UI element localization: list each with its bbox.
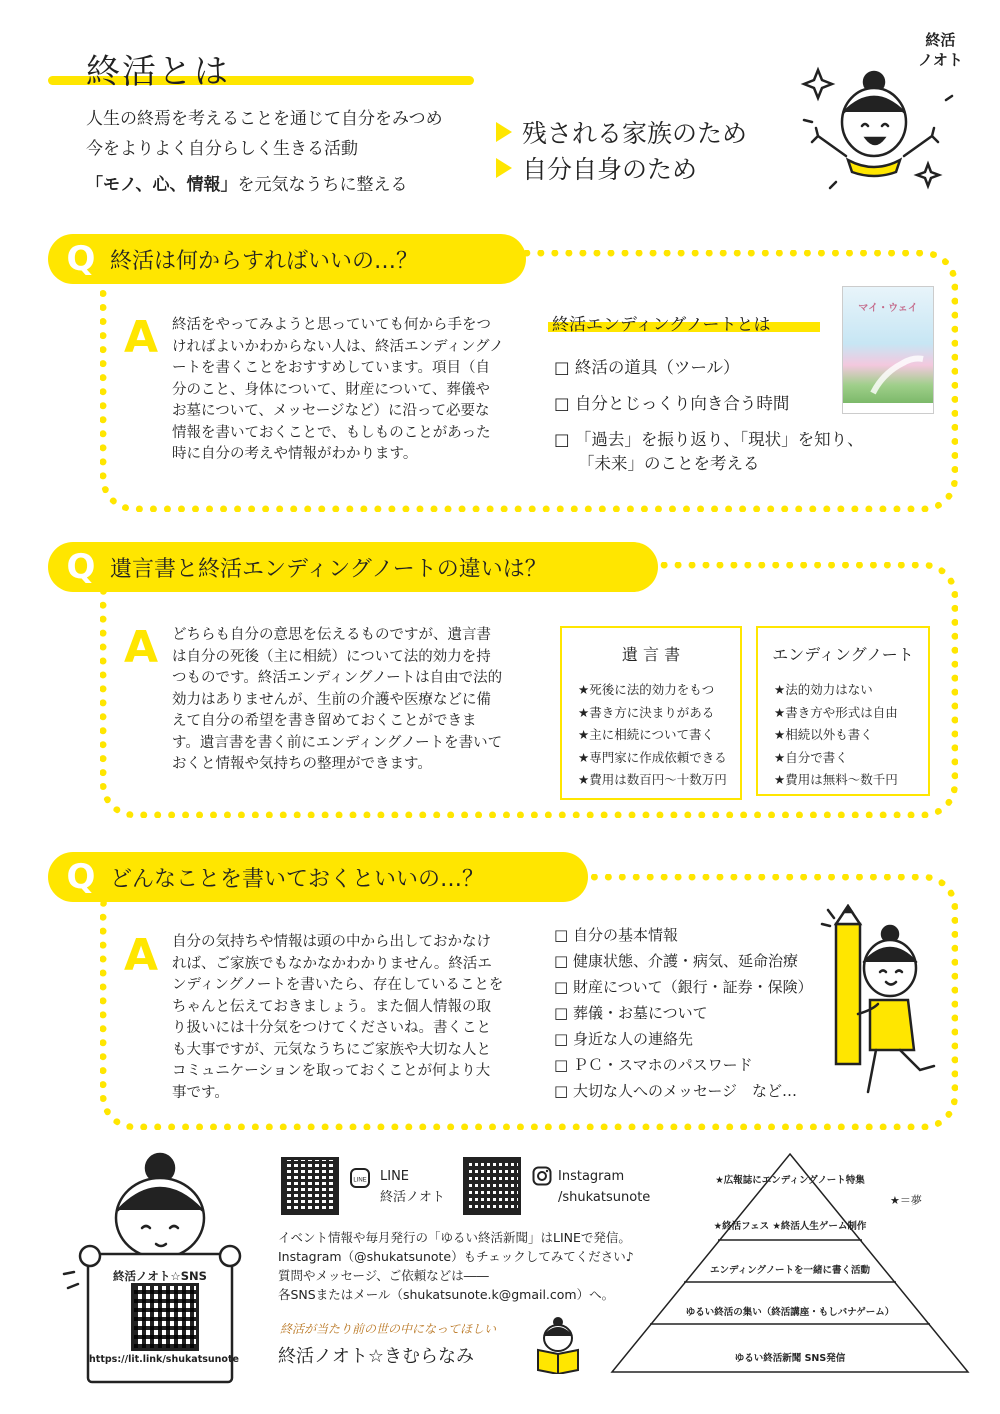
- pyramid-level-3: エンディングノートを一緒に書く活動: [709, 1265, 871, 1276]
- line-label: LINE 終活ノオト: [380, 1169, 445, 1205]
- ending-note-heading: 終活エンディングノートとは: [552, 315, 771, 335]
- sns-board-character-illustration: [60, 1146, 270, 1386]
- info-line: 質問やメッセージ、ご依頼などは――: [278, 1268, 489, 1283]
- note-item: ★法的効力はない: [774, 682, 873, 697]
- a-badge: A: [124, 930, 159, 981]
- triangle-icon: [496, 158, 512, 178]
- reading-character-illustration: [526, 1316, 590, 1374]
- note-item: ★相続以外も書く: [774, 727, 873, 742]
- will-item: ★死後に法的効力をもつ: [578, 682, 715, 697]
- pyramid-level-4: ★終活フェス ★終活人生ゲーム制作: [713, 1221, 867, 1232]
- instagram-icon: [532, 1166, 552, 1186]
- ending-note-comparison-box: [756, 626, 930, 796]
- cheering-character-illustration: [796, 60, 956, 200]
- answer-1-text: 終活をやってみようと思っていても何から手をつければよいかわからない人は、終活エンディングノートを書くことをおすすめしています。項目（自分のこと、身体について、財産について、葬儀やお墓について、メッセージなど）に沿って必要な情報を書いておくことで、もしものことがあった時に自分の考えや情報がわかります。: [172, 317, 504, 462]
- svg-text:LINE: LINE: [353, 1177, 367, 1184]
- instagram-qr-code[interactable]: [466, 1160, 518, 1212]
- question-pill-3: [48, 852, 588, 902]
- cover-path-illustration: [843, 307, 933, 407]
- will-item: ★書き方に決まりがある: [578, 704, 715, 720]
- checklist-item: □ 終活の道具（ツール）: [554, 358, 740, 377]
- tagline: [86, 170, 407, 195]
- ending-note-cover-image: [842, 286, 934, 414]
- purpose-self: 自分自身のため: [496, 150, 697, 186]
- checklist-item: □ 大切な人へのメッセージ など…: [554, 1082, 798, 1100]
- pyramid-level-2: ゆるい終活の集い（終活講座・もしバナゲーム）: [685, 1307, 895, 1318]
- question-pill-2: [48, 542, 658, 592]
- info-line: Instagram（@shukatsunote）もチェックしてみてください♪: [278, 1249, 634, 1264]
- info-line: イベント情報や毎月発行の「ゆるい終活新聞」はLINEで発信。: [278, 1230, 631, 1245]
- intro-line: 今をよりよく自分らしく生きる活動: [86, 139, 358, 159]
- pyramid-level-1: ゆるい終活新聞 SNS発信: [734, 1353, 846, 1364]
- will-item: ★専門家に作成依頼できる: [578, 749, 727, 765]
- checklist-item: 「未来」のことを考える: [578, 454, 760, 473]
- brand-logo: 終活 ノオト: [918, 31, 963, 69]
- note-box-title: エンディングノート: [772, 645, 914, 664]
- checklist-item: □ 葬儀・お墓について: [554, 1004, 708, 1022]
- purpose-family: 残される家族のため: [496, 114, 747, 150]
- question-2-text: 遺言書と終活エンディングノートの違いは？: [110, 556, 547, 582]
- question-1-text: 終活は何からすればいいの…？: [110, 248, 419, 274]
- pencil-character-illustration: [818, 904, 942, 1098]
- instagram-label: Instagram /shukatsunote: [558, 1169, 651, 1205]
- sns-link[interactable]: https://lit.link/shukatsunote: [89, 1354, 239, 1365]
- tagline-rest: を元気なうちに整える: [237, 175, 408, 195]
- wish-text: 終活が当たり前の世の中になってほしい: [280, 1322, 497, 1336]
- will-list: [578, 679, 740, 792]
- sns-board-title: 終活ノオト☆SNS: [113, 1269, 207, 1283]
- answer-2-text: どちらも自分の意思を伝えるものですが、遺言書は自分の死後（主に相続）について法的効力を持つものです。終活エンディングノートは自由で法的効力はありませんが、生前の介護や医療などに備えて自分の希望を書き留めておくことができます。遺言書を書く前にエンディングノートを書いておくと情報や気持ちの整理ができます。: [172, 627, 503, 772]
- question-3-text: どんなことを書いておくといいの…？: [110, 866, 485, 892]
- a-badge: A: [124, 312, 159, 363]
- info-line: 各SNSまたはメール（shukatsunote.k@gmail.com）へ。: [278, 1287, 615, 1302]
- checklist-item: □ 身近な人の連絡先: [554, 1030, 693, 1048]
- checklist-item: □ 健康状態、介護・病気、延命治療: [554, 952, 798, 970]
- a-badge: A: [124, 622, 159, 673]
- note-item: ★費用は無料〜数千円: [774, 772, 898, 787]
- checklist-item: □ 財産について（銀行・証券・保険）: [554, 978, 813, 996]
- line-qr-code[interactable]: [284, 1160, 336, 1212]
- checklist-item: □ 自分の基本情報: [554, 926, 678, 944]
- footer-info: [278, 1228, 634, 1304]
- will-item: ★主に相続について書く: [578, 727, 714, 742]
- triangle-icon: [496, 122, 512, 142]
- q-badge: Q: [66, 239, 96, 279]
- checklist-item: □ ＰＣ・スマホのパスワード: [554, 1056, 753, 1074]
- checklist-item: □ 「過去」を振り返り、「現状」を知り、: [554, 430, 864, 449]
- q-badge: Q: [66, 857, 96, 897]
- pyramid-level-5: ★広報誌にエンディングノート特集: [715, 1175, 865, 1186]
- answer-3-text: 自分の気持ちや情報は頭の中から出しておかなければ、ご家族でもなかなかわかりません。終活エンディングノートを書いたら、存在していることをちゃんと伝えておきましょう。また個人情報の取り扱いには十分気をつけてくださいね。書くことも大事ですが、元気なうちにご家族や大切な人とコミュニケーションを取っておくことが何より大事です。: [172, 934, 504, 1101]
- sns-qr-code[interactable]: [134, 1286, 196, 1348]
- signature: 終活ノオト☆きむらなみ: [278, 1346, 474, 1367]
- question-pill-1: [48, 234, 526, 284]
- checklist-item: □ 自分とじっくり向き合う時間: [554, 394, 790, 413]
- tagline-bold: 「モノ、心、情報」: [86, 175, 238, 195]
- note-checklist: [554, 352, 864, 480]
- note-item: ★自分で書く: [774, 749, 848, 765]
- will-box-title: 遺 言 書: [621, 645, 681, 664]
- note-list: [774, 679, 928, 792]
- intro-line: 人生の終焉を考えることを通じて自分をみつめ: [86, 109, 443, 129]
- write-checklist: [554, 922, 813, 1104]
- q-badge: Q: [66, 547, 96, 587]
- line-icon: [350, 1168, 370, 1188]
- will-comparison-box: [560, 626, 742, 800]
- will-item: ★費用は数百円〜十数万円: [578, 772, 727, 787]
- note-item: ★書き方や形式は自由: [774, 704, 898, 720]
- cover-title: マイ・ウェイ: [858, 303, 918, 314]
- page-title: 終活とは: [86, 52, 230, 92]
- intro-text: [86, 104, 443, 164]
- pyramid-legend: ★＝夢: [890, 1194, 922, 1207]
